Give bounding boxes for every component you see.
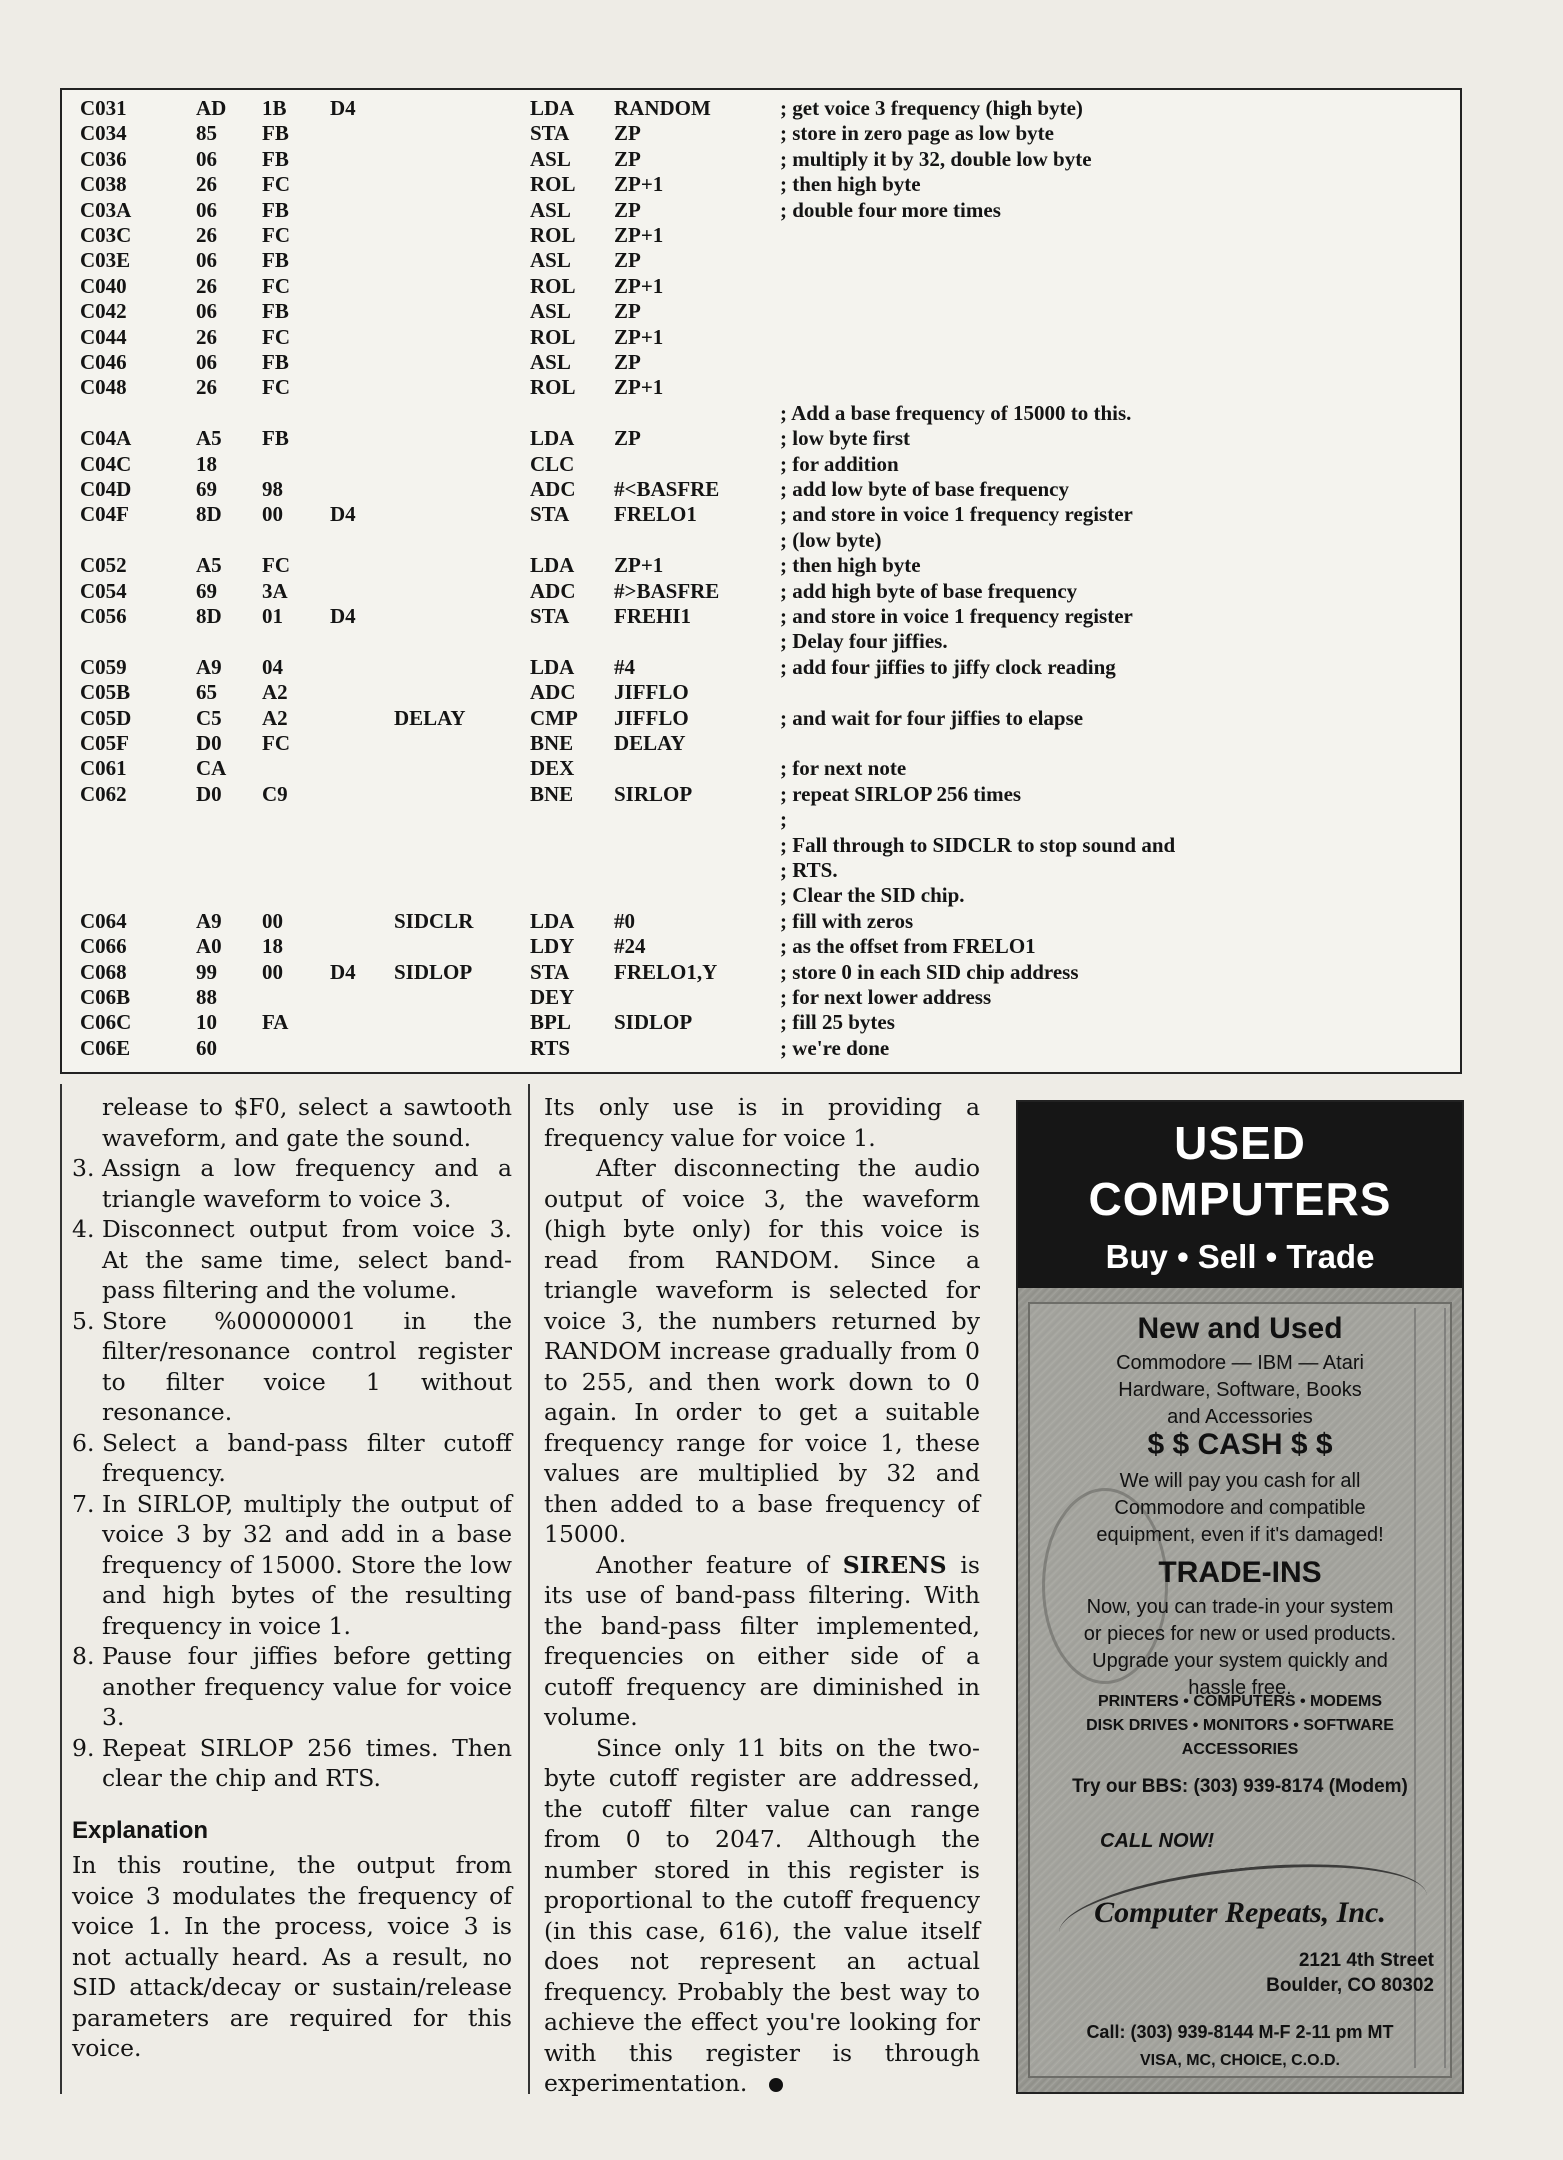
step-text: Select a band-pass filter cutoff frequency. (102, 1428, 512, 1487)
listing-comment: ; and wait for four jiffies to elapse (780, 705, 1084, 730)
listing-b1: A5 (196, 553, 222, 578)
listing-comment: ; store in zero page as low byte (780, 121, 1054, 146)
listing-comment: ; fill with zeros (780, 908, 914, 933)
listing-b2: 18 (262, 934, 283, 959)
listing-line (62, 147, 1460, 171)
listing-arg: SIDLOP (614, 1010, 693, 1035)
listing-b1: 85 (196, 121, 217, 146)
listing-line (62, 198, 1460, 222)
listing-comment: ; RTS. (780, 858, 838, 882)
listing-op: BPL (530, 1010, 571, 1035)
listing-arg: ZP (614, 426, 641, 451)
listing-b1: 06 (196, 299, 217, 324)
listing-line (62, 248, 1460, 272)
listing-arg: JIFFLO (614, 705, 689, 730)
step-number: 6. (72, 1428, 95, 1457)
listing-arg: #4 (614, 654, 635, 679)
listing-op: LDA (530, 553, 575, 578)
listing-b2: FC (262, 731, 290, 755)
listing-b1: 60 (196, 1035, 217, 1060)
listing-line (62, 655, 1460, 679)
text-column-2 (544, 1092, 980, 2099)
listing-op: LDY (530, 934, 575, 959)
listing-line (62, 553, 1460, 577)
listing-addr: C036 (80, 146, 127, 171)
listing-addr: C04C (80, 451, 132, 476)
listing-addr: C059 (80, 654, 127, 679)
ad-headline-computers: COMPUTERS (1088, 1173, 1392, 1225)
paragraph-2: After disconnecting the audio output of voice 3, the waveform (high byte only) for this voice is read from RANDOM. Since a triangle waveform is selected for voice 3, the numbers returned by RANDOM increase gradually from 0 to 255, and then work down to 0 again. In order to get a suitable frequency range for voice 1, these values are multiplied by 32 and then added to a base frequency of 15000. (544, 1154, 980, 1548)
listing-b2: FB (262, 146, 289, 171)
listing-line (62, 452, 1460, 476)
listing-b1: 06 (196, 197, 217, 222)
listing-arg: ZP+1 (614, 273, 664, 298)
listing-b1: 88 (196, 985, 217, 1009)
listing-line (62, 172, 1460, 196)
ad-bbs: Try our BBS: (303) 939-8174 (Modem) (1072, 1776, 1408, 1797)
listing-label: SIDCLR (394, 908, 474, 933)
listing-addr: C052 (80, 553, 127, 578)
listing-b2: FC (262, 172, 290, 197)
ad-brands: Commodore — IBM — Atari Hardware, Software, Books and Accessories (1116, 1352, 1364, 1428)
listing-addr: C056 (80, 604, 127, 628)
listing-b2: FB (262, 121, 289, 146)
listing-arg: ZP (614, 197, 641, 222)
listing-b1: 8D (196, 604, 222, 628)
listing-comment: ; multiply it by 32, double low byte (780, 146, 1092, 171)
listing-comment: ; then high byte (780, 172, 921, 197)
listing-addr: C04A (80, 426, 132, 451)
listing-b1: 26 (196, 273, 217, 298)
step-item (72, 1733, 512, 1794)
listing-b2: FC (262, 324, 290, 349)
listing-comment: ; for next note (780, 756, 907, 781)
listing-b1: D0 (196, 731, 222, 755)
listing-line (62, 604, 1460, 628)
listing-addr: C04D (80, 477, 132, 501)
continued-step-text: release to $F0, select a sawtooth waveform, and gate the sound. (102, 1093, 512, 1152)
listing-line (62, 1010, 1460, 1034)
paragraph-1: Its only use is in providing a frequency value for voice 1. (544, 1093, 980, 1152)
listing-line (62, 985, 1460, 1009)
listing-op: ROL (530, 273, 576, 298)
listing-line (62, 223, 1460, 247)
listing-line (62, 858, 1460, 882)
listing-arg: ZP (614, 121, 641, 146)
listing-op: STA (530, 604, 570, 628)
listing-addr: C04F (80, 502, 129, 527)
listing-addr: C064 (80, 908, 127, 933)
listing-op: LDA (530, 908, 575, 933)
listing-arg: #24 (614, 934, 646, 959)
listing-addr: C062 (80, 781, 127, 806)
listing-b1: C5 (196, 705, 222, 730)
listing-addr: C038 (80, 172, 127, 197)
end-mark-icon (769, 2078, 783, 2092)
listing-b2: 3A (262, 578, 288, 603)
paragraph-4-text: Since only 11 bits on the two-byte cutoff register are addressed, the cutoff filter value can range from 0 to 2047. Although the number stored in this register is proportional to the cutoff frequency (in this case, 616), the value itself does not represent an actual frequency. Probably the best way to achieve the effect you're looking for with this register is through experimentation. (544, 1733, 980, 2097)
listing-b1: 69 (196, 578, 217, 603)
listing-op: ASL (530, 197, 571, 222)
ad-body (1018, 1288, 1462, 2092)
listing-addr: C06B (80, 985, 131, 1009)
listing-op: ASL (530, 146, 571, 171)
listing-comment: ; and store in voice 1 frequency register (780, 502, 1133, 527)
step-item (72, 1214, 512, 1306)
listing-line (62, 502, 1460, 526)
listing-addr: C05D (80, 705, 132, 730)
listing-arg: ZP+1 (614, 375, 664, 400)
listing-line (62, 401, 1460, 425)
listing-comment: ; then high byte (780, 553, 921, 578)
listing-arg: ZP (614, 248, 641, 273)
listing-line (62, 325, 1460, 349)
listing-b2: FA (262, 1010, 289, 1035)
paragraph-3-start: Another feature of (596, 1550, 843, 1579)
listing-op: STA (530, 959, 570, 984)
listing-b1: D0 (196, 781, 222, 806)
listing-op: ASL (530, 299, 571, 324)
listing-arg: ZP (614, 350, 641, 374)
ad-new-used: New and Used (1137, 1312, 1343, 1345)
listing-op: CMP (530, 705, 578, 730)
listing-line (62, 299, 1460, 323)
listing-line (62, 579, 1460, 603)
assembly-listing (60, 88, 1462, 1074)
sirens-name: SIRENS (842, 1550, 947, 1579)
listing-arg: ZP (614, 146, 641, 171)
listing-b1: 26 (196, 324, 217, 349)
listing-op: DEX (530, 756, 575, 781)
listing-label: SIDLOP (394, 959, 473, 984)
listing-op: STA (530, 502, 570, 527)
ad-phone: Call: (303) 939-8144 M-F 2-11 pm MT (1086, 2022, 1394, 2042)
listing-arg: SIRLOP (614, 781, 693, 806)
listing-b1: 26 (196, 223, 217, 247)
listing-op: CLC (530, 451, 575, 476)
listing-line (62, 121, 1460, 145)
listing-b1: A9 (196, 908, 222, 933)
listing-b2: FB (262, 197, 289, 222)
listing-b2: 01 (262, 604, 283, 628)
ad-payment: VISA, MC, CHOICE, C.O.D. (1139, 2052, 1340, 2069)
listing-b3: D4 (330, 959, 356, 984)
listing-arg: FRELO1,Y (614, 959, 718, 984)
listing-b2: C9 (262, 781, 288, 806)
listing-label: DELAY (394, 705, 466, 730)
listing-addr: C06C (80, 1010, 132, 1035)
listing-comment: ; (780, 807, 787, 832)
listing-addr: C044 (80, 324, 127, 349)
listing-comment: ; double four more times (780, 197, 1001, 222)
listing-comment: ; Clear the SID chip. (780, 883, 965, 908)
listing-b2: FB (262, 426, 289, 451)
listing-op: DEY (530, 985, 575, 1009)
listing-arg: ZP+1 (614, 172, 664, 197)
listing-line (62, 756, 1460, 780)
listing-b2: FC (262, 223, 290, 247)
text-column-1 (72, 1092, 512, 2064)
listing-addr: C031 (80, 96, 127, 120)
listing-op: LDA (530, 426, 575, 451)
ad-address: 2121 4th Street Boulder, CO 80302 (1266, 1950, 1434, 1996)
listing-op: ASL (530, 350, 571, 374)
listing-b3: D4 (330, 96, 356, 120)
listing-op: LDA (530, 654, 575, 679)
listing-comment: ; low byte first (780, 426, 911, 451)
listing-b1: 06 (196, 350, 217, 374)
listing-arg: #0 (614, 908, 635, 933)
listing-line (62, 807, 1460, 831)
listing-comment: ; get voice 3 frequency (high byte) (780, 96, 1083, 120)
listing-line (62, 706, 1460, 730)
step-number: 4. (72, 1215, 95, 1243)
listing-comment: ; for next lower address (780, 985, 992, 1009)
listing-addr: C048 (80, 375, 127, 400)
listing-arg: #>BASFRE (614, 578, 720, 603)
listing-b2: FC (262, 553, 290, 578)
listing-op: ROL (530, 375, 576, 400)
listing-b3: D4 (330, 604, 356, 628)
listing-line (62, 934, 1460, 958)
listing-comment: ; fill 25 bytes (780, 1010, 895, 1035)
listing-line (62, 680, 1460, 704)
step-number: 3. (72, 1154, 95, 1182)
listing-comment: ; we're done (780, 1035, 890, 1060)
listing-line (62, 528, 1460, 552)
listing-arg: DELAY (614, 731, 686, 755)
listing-b2: FB (262, 248, 289, 273)
listing-b1: A9 (196, 654, 222, 679)
listing-b2: 98 (262, 477, 283, 501)
listing-addr: C05B (80, 680, 131, 705)
listing-line (62, 909, 1460, 933)
listing-op: BNE (530, 781, 574, 806)
ad-cash: $ $ CASH $ $ (1147, 1428, 1333, 1461)
listing-comment: ; Delay four jiffies. (780, 629, 948, 654)
listing-addr: C054 (80, 578, 127, 603)
ad-call-now: CALL NOW! (1100, 1830, 1215, 1852)
listing-b2: FB (262, 299, 289, 324)
listing-op: ADC (530, 680, 576, 705)
step-text: Pause four jiffies before getting another frequency value for voice 3. (102, 1642, 512, 1731)
listing-addr: C06E (80, 1035, 131, 1060)
listing-addr: C03A (80, 197, 132, 222)
explanation-paragraph: In this routine, the output from voice 3 modulates the frequency of voice 1. In the process, voice 3 is not actually heard. As a result, no SID attack/decay or sustain/release parameters are required for this voice. (72, 1851, 512, 2062)
listing-op: LDA (530, 96, 575, 120)
listing-line (62, 883, 1460, 907)
paragraph-3-end: is its use of band-pass filtering. With the band-pass filter implemented, frequencies on either side of a cutoff frequency are diminished in volume. (544, 1550, 980, 1731)
listing-arg: #<BASFRE (614, 477, 720, 501)
used-computers-ad (1016, 1100, 1464, 2094)
listing-line (62, 274, 1460, 298)
listing-addr: C046 (80, 350, 127, 374)
listing-b1: 65 (196, 680, 217, 705)
ad-trade-text: Now, you can trade-in your system or pieces for new or used products. Upgrade your system quickly and hassle free. (1083, 1596, 1397, 1699)
step-text: Disconnect output from voice 3. At the same time, select band-pass filtering and the volume. (102, 1215, 512, 1304)
listing-b1: 99 (196, 959, 217, 984)
step-item (72, 1306, 512, 1428)
listing-comment: ; add low byte of base frequency (780, 477, 1069, 501)
listing-line (62, 426, 1460, 450)
listing-line (62, 96, 1460, 120)
listing-b2: A2 (262, 705, 288, 730)
left-column-rule (60, 1084, 62, 2094)
listing-b1: 26 (196, 172, 217, 197)
listing-addr: C042 (80, 299, 127, 324)
ad-trade-ins: TRADE-INS (1158, 1556, 1322, 1589)
step-number: 7. (72, 1489, 95, 1518)
listing-b2: FB (262, 350, 289, 374)
listing-line (62, 1036, 1460, 1060)
listing-comment: ; store 0 in each SID chip address (780, 959, 1079, 984)
listing-b1: A5 (196, 426, 222, 451)
listing-b2: 00 (262, 959, 283, 984)
listing-op: ADC (530, 578, 576, 603)
listing-addr: C040 (80, 273, 127, 298)
listing-comment: ; and store in voice 1 frequency register (780, 604, 1133, 628)
listing-b2: 00 (262, 908, 283, 933)
listing-line (62, 782, 1460, 806)
listing-b1: 06 (196, 248, 217, 273)
listing-line (62, 833, 1460, 857)
listing-comment: ; repeat SIRLOP 256 times (780, 781, 1022, 806)
listing-comment: ; add four jiffies to jiffy clock reading (780, 654, 1116, 679)
step-item (72, 1428, 512, 1489)
listing-op: ROL (530, 324, 576, 349)
listing-comment: ; as the offset from FRELO1 (780, 934, 1036, 959)
listing-arg: FREHI1 (614, 604, 692, 628)
listing-op: ROL (530, 172, 576, 197)
listing-b2: 1B (262, 96, 287, 120)
listing-comment: ; for addition (780, 451, 899, 476)
listing-b2: FC (262, 375, 290, 400)
listing-addr: C05F (80, 731, 129, 755)
explanation-heading: Explanation (72, 1816, 209, 1844)
step-item (72, 1153, 512, 1214)
listing-b3: D4 (330, 502, 356, 527)
step-number: 8. (72, 1642, 95, 1670)
step-list (72, 1153, 512, 1794)
listing-b1: AD (196, 96, 227, 120)
ad-headline-used: USED (1174, 1117, 1306, 1169)
listing-b2: 04 (262, 654, 283, 679)
listing-b2: A2 (262, 680, 288, 705)
paragraph-3 (544, 1550, 980, 1733)
ad-cash-text: We will pay you cash for all Commodore and compatible equipment, even if it's damaged! (1096, 1470, 1384, 1546)
listing-addr: C034 (80, 121, 127, 146)
listing-arg: RANDOM (614, 96, 711, 120)
listing-arg: ZP+1 (614, 553, 664, 578)
listing-comment: ; Fall through to SIDCLR to stop sound and (780, 832, 1176, 857)
step-text: Store %00000001 in the filter/resonance control register to filter voice 1 without resonance. (102, 1306, 512, 1426)
listing-arg: JIFFLO (614, 680, 689, 705)
listing-line (62, 375, 1460, 399)
listing-b1: 18 (196, 451, 217, 476)
listing-comment: ; (low byte) (780, 527, 882, 552)
listing-addr: C03C (80, 223, 132, 247)
listing-arg: ZP+1 (614, 223, 664, 247)
step-text: Assign a low frequency and a triangle waveform to voice 3. (102, 1154, 512, 1213)
column-divider (528, 1084, 530, 2094)
listing-b2: FC (262, 273, 290, 298)
listing-op: ROL (530, 223, 576, 247)
listing-b1: A0 (196, 934, 222, 959)
listing-b1: 10 (196, 1010, 217, 1035)
listing-b1: 69 (196, 477, 217, 501)
listing-line (62, 629, 1460, 653)
listing-addr: C061 (80, 756, 127, 781)
listing-addr: C03E (80, 248, 131, 273)
ad-header (1018, 1102, 1462, 1288)
step-text: Repeat SIRLOP 256 times. Then clear the chip and RTS. (102, 1733, 512, 1792)
listing-arg: ZP+1 (614, 324, 664, 349)
ad-products: PRINTERS • COMPUTERS • MODEMS DISK DRIVES • MONITORS • SOFTWARE ACCESSORIES (1086, 1693, 1394, 1758)
ad-company-logo: Computer Repeats, Inc. (1094, 1896, 1386, 1929)
step-item (72, 1641, 512, 1733)
listing-arg: ZP (614, 299, 641, 324)
listing-b1: 8D (196, 502, 222, 527)
listing-line (62, 960, 1460, 984)
listing-op: ADC (530, 477, 576, 501)
listing-arg: FRELO1 (614, 502, 697, 527)
step-number: 9. (72, 1733, 95, 1762)
listing-b2: 00 (262, 502, 283, 527)
step-item (72, 1489, 512, 1642)
listing-op: BNE (530, 731, 574, 755)
listing-comment: ; add high byte of base frequency (780, 578, 1078, 603)
listing-line (62, 350, 1460, 374)
listing-line (62, 477, 1460, 501)
listing-addr: C066 (80, 934, 127, 959)
listing-b1: 26 (196, 375, 217, 400)
listing-op: STA (530, 121, 570, 146)
step-number: 5. (72, 1306, 95, 1335)
listing-op: ASL (530, 248, 571, 273)
listing-line (62, 731, 1460, 755)
step-text: In SIRLOP, multiply the output of voice 3 by 32 and add in a base frequency of 15000. Store the low and high bytes of the resulting frequency in voice 1. (102, 1489, 512, 1640)
paragraph-4 (544, 1733, 980, 2099)
listing-comment: ; Add a base frequency of 15000 to this. (780, 400, 1132, 425)
ad-tagline: Buy • Sell • Trade (1105, 1238, 1375, 1275)
listing-addr: C068 (80, 959, 127, 984)
listing-b1: 06 (196, 146, 217, 171)
listing-op: RTS (530, 1035, 571, 1060)
listing-b1: CA (196, 756, 227, 781)
